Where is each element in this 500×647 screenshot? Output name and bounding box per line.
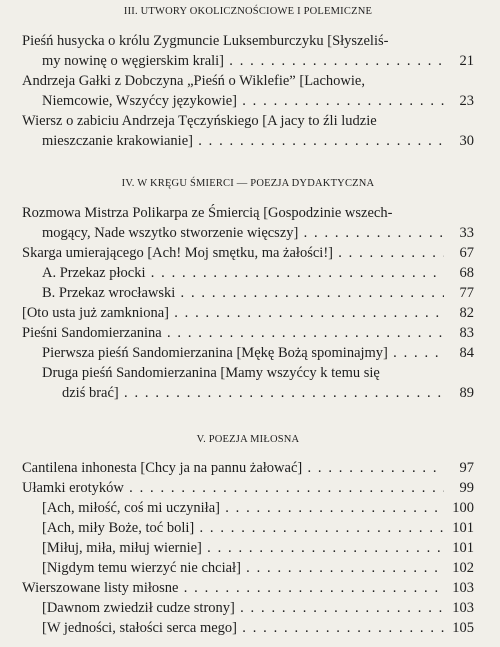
toc-entry <box>22 31 474 71</box>
entry-title-line: Rozmowa Mistrza Polikarpa ze Śmiercią [Gospodzinie wszech- <box>22 205 393 221</box>
entry-title <box>22 458 444 478</box>
entry-title <box>22 303 444 323</box>
entry-title-line: Wiersz o zabiciu Andrzeja Tęczyńskiego [A jacy to źli ludzie <box>22 113 377 129</box>
entry-title-line: Druga pieśń Sandomierzanina [Mamy wszyćcy k temu się <box>42 365 380 381</box>
page-number: 103 <box>452 600 474 616</box>
page-number: 84 <box>459 345 474 361</box>
page-number: 30 <box>459 133 474 149</box>
page-number: 105 <box>452 620 474 636</box>
entry-title-line: [Nigdym temu wierzyć nie chciał] . . . <box>22 558 444 578</box>
toc-entry <box>22 363 474 403</box>
page-number: 101 <box>452 520 474 536</box>
page-number: 83 <box>459 325 474 341</box>
page-number: 100 <box>452 500 474 516</box>
section-title: V. POEZJA MIŁOSNA <box>196 434 300 445</box>
toc-entry <box>22 283 474 303</box>
toc-entry <box>22 558 474 578</box>
entry-title-line: [Dawnom zwiedził cudze strony] . . . <box>22 598 444 618</box>
entry-title-line: Pieśń husycka o królu Zygmuncie Luksemburczyku [Słyszeliś- <box>22 33 389 49</box>
entry-title-line: dziś brać] . . . <box>22 383 444 403</box>
toc-entry <box>22 578 474 598</box>
entry-title <box>22 518 444 538</box>
page-number: 103 <box>452 580 474 596</box>
page-number: 99 <box>459 480 474 496</box>
entry-title <box>22 578 444 598</box>
entry-title-line: mogący, Nade wszytko stworzenie więcszy] . . . <box>22 223 444 243</box>
entry-title-line: [Oto usta już zamkniona] . . . <box>22 303 444 323</box>
entry-title <box>22 203 444 243</box>
entries-list <box>22 458 474 638</box>
entry-title <box>22 31 444 71</box>
toc-entry <box>22 498 474 518</box>
page-number: 89 <box>459 385 474 401</box>
page-number: 68 <box>459 265 474 281</box>
toc-entry <box>22 203 474 243</box>
entry-title-line: mieszczanie krakowianie] . . . <box>22 131 444 151</box>
toc-entry <box>22 618 474 638</box>
entries-list <box>22 31 474 151</box>
entry-title <box>22 111 444 151</box>
toc-entry <box>22 71 474 111</box>
entry-title-line: [Ach, miły Boże, toć boli] . . . <box>22 518 444 538</box>
entry-title-line: my nowinę o węgierskim krali] . . . <box>22 51 444 71</box>
entry-title <box>22 71 444 111</box>
entry-title <box>22 343 444 363</box>
section-iv <box>22 178 474 403</box>
entry-title-line: Ułamki erotyków . . . <box>22 478 444 498</box>
section-title: III. UTWORY OKOLICZNOŚCIOWE I POLEMICZNE <box>123 6 373 17</box>
toc-entry <box>22 458 474 478</box>
entry-title-line: B. Przekaz wrocławski . . . <box>22 283 444 303</box>
entry-title-line: Andrzeja Gałki z Dobczyna „Pieśń o Wiklefie” [Lachowie, <box>22 73 365 89</box>
entry-title <box>22 618 444 638</box>
toc-entry <box>22 538 474 558</box>
page-number: 97 <box>459 460 474 476</box>
entry-title-line: Wierszowane listy miłosne . . . <box>22 578 444 598</box>
toc-entry <box>22 478 474 498</box>
entry-title-line: A. Przekaz płocki . . . <box>22 263 444 283</box>
toc-entry <box>22 243 474 263</box>
entry-title-line: [W jedności, stałości serca mego] . . . <box>22 618 444 638</box>
page-number: 67 <box>459 245 474 261</box>
section-iii <box>22 6 474 151</box>
entry-title-line: [Miłuj, miła, miłuj wiernie] . . . <box>22 538 444 558</box>
toc-entry <box>22 263 474 283</box>
entry-title <box>22 263 444 283</box>
page-number: 82 <box>459 305 474 321</box>
entry-title <box>22 498 444 518</box>
toc-entry <box>22 518 474 538</box>
entry-title <box>22 478 444 498</box>
entry-title-line: Pierwsza pieśń Sandomierzanina [Mękę Bożą spominajmy] . . . <box>22 343 444 363</box>
toc-entry <box>22 598 474 618</box>
entry-title <box>22 243 444 263</box>
page-number: 33 <box>459 225 474 241</box>
entry-title-line: [Ach, miłość, coś mi uczyniła] . . . <box>22 498 444 518</box>
entry-title <box>22 323 444 343</box>
section-v <box>22 434 474 638</box>
page-number: 101 <box>452 540 474 556</box>
entry-title <box>22 538 444 558</box>
entries-list <box>22 203 474 403</box>
section-title: IV. W KRĘGU ŚMIERCI — POEZJA DYDAKTYCZNA <box>121 178 375 189</box>
entry-title-line: Skarga umierającego [Ach! Moj smętku, ma żałości!] . . . <box>22 243 444 263</box>
entry-title-line: Cantilena inhonesta [Chcy ja na pannu żałować] . . . <box>22 458 444 478</box>
entry-title <box>22 598 444 618</box>
entry-title <box>22 363 444 403</box>
entry-title-line: Niemcowie, Wszyćcy językowie] . . . <box>22 91 444 111</box>
entry-title <box>22 558 444 578</box>
toc-entry <box>22 323 474 343</box>
page-number: 21 <box>459 53 474 69</box>
toc-entry <box>22 303 474 323</box>
page-number: 23 <box>459 93 474 109</box>
page-number: 77 <box>459 285 474 301</box>
page-number: 102 <box>452 560 474 576</box>
entry-title <box>22 283 444 303</box>
toc-entry <box>22 111 474 151</box>
toc-entry <box>22 343 474 363</box>
entry-title-line: Pieśni Sandomierzanina . . . <box>22 323 444 343</box>
